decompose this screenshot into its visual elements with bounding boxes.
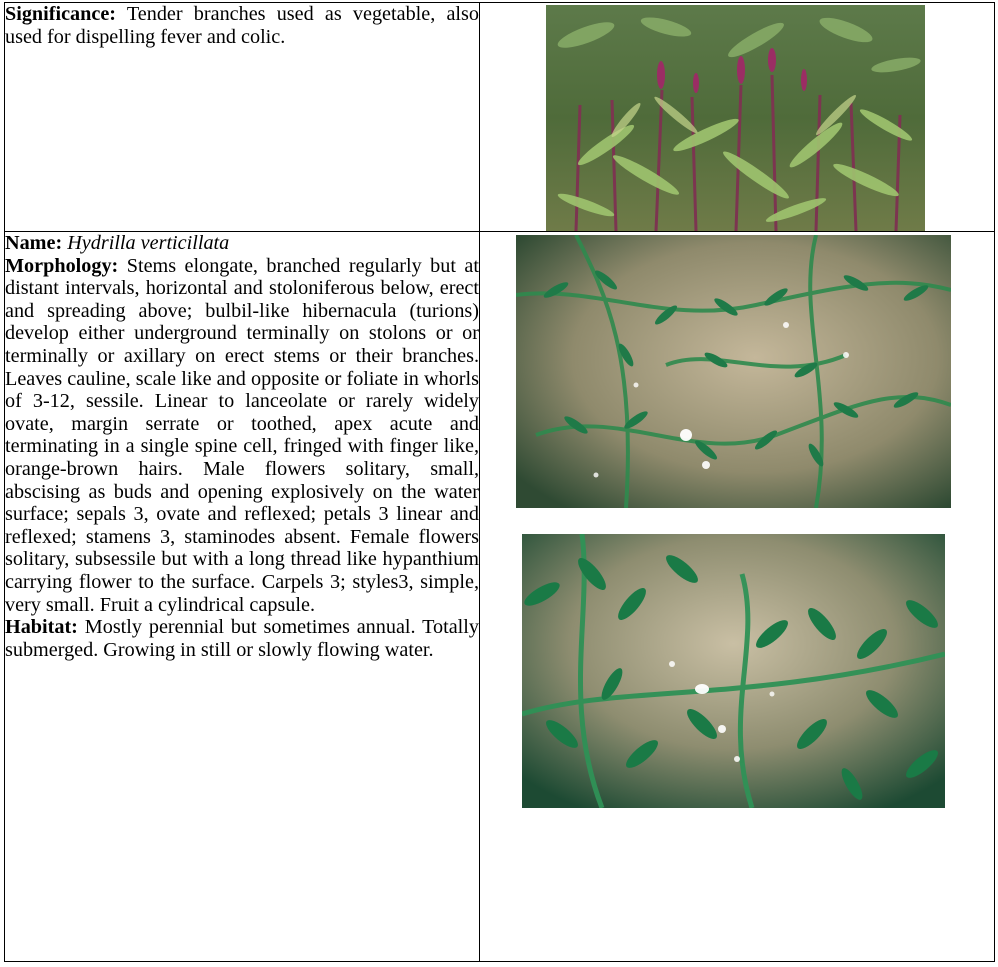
morphology-label: Morphology: bbox=[5, 254, 119, 277]
habitat-paragraph bbox=[5, 616, 479, 661]
hydrilla-photo-1-icon bbox=[516, 235, 951, 508]
polygonum-plant-photo-icon bbox=[546, 5, 925, 231]
species-table bbox=[4, 2, 995, 962]
table-row bbox=[5, 232, 995, 962]
habitat-text: Mostly perennial but sometimes annual. Totally submerged. Growing in still or slowly flowing water. bbox=[5, 616, 479, 661]
table-row bbox=[5, 3, 995, 232]
image-cell bbox=[480, 232, 995, 962]
significance-text: Tender branches used as vegetable, also used for dispelling fever and colic. bbox=[5, 3, 479, 48]
habitat-label: Habitat: bbox=[5, 616, 78, 639]
scientific-name: Hydrilla verticillata bbox=[67, 232, 230, 254]
significance-paragraph bbox=[5, 3, 479, 48]
name-line bbox=[5, 232, 479, 255]
morphology-text: Stems elongate, branched regularly but at distant intervals, horizontal and stoloniferous below, erect and spreading above; bulbil-like hibernacula (turions) develop either underground terminally on stolons or or terminally or axillary on erect stems or their branches. Leaves cauline, scale like and opposite or foliate in whorls of 3-12, sessile. Linear to lanceolate or rarely widely ovate, margin serrate or toothed, apex acute and terminating in a single spine cell, fringed with finger like, orange-brown hairs. Male flowers solitary, small, abscising as buds and opening explosively on the water surface; sepals 3, ovate and reflexed; petals 3 linear and reflexed; stamens 3, staminodes absent. Female flowers solitary, subsessile but with a long thread like hypanthium carrying flower to the surface. Carpels 3; styles3, simple, very small. Fruit a cylindrical capsule. bbox=[5, 254, 479, 616]
name-label: Name: bbox=[5, 232, 63, 254]
morphology-paragraph bbox=[5, 255, 479, 617]
description-cell bbox=[5, 232, 480, 962]
significance-label: Significance: bbox=[5, 3, 117, 25]
significance-cell bbox=[5, 3, 480, 232]
image-cell bbox=[480, 3, 995, 232]
hydrilla-photo-2-icon bbox=[522, 534, 945, 808]
